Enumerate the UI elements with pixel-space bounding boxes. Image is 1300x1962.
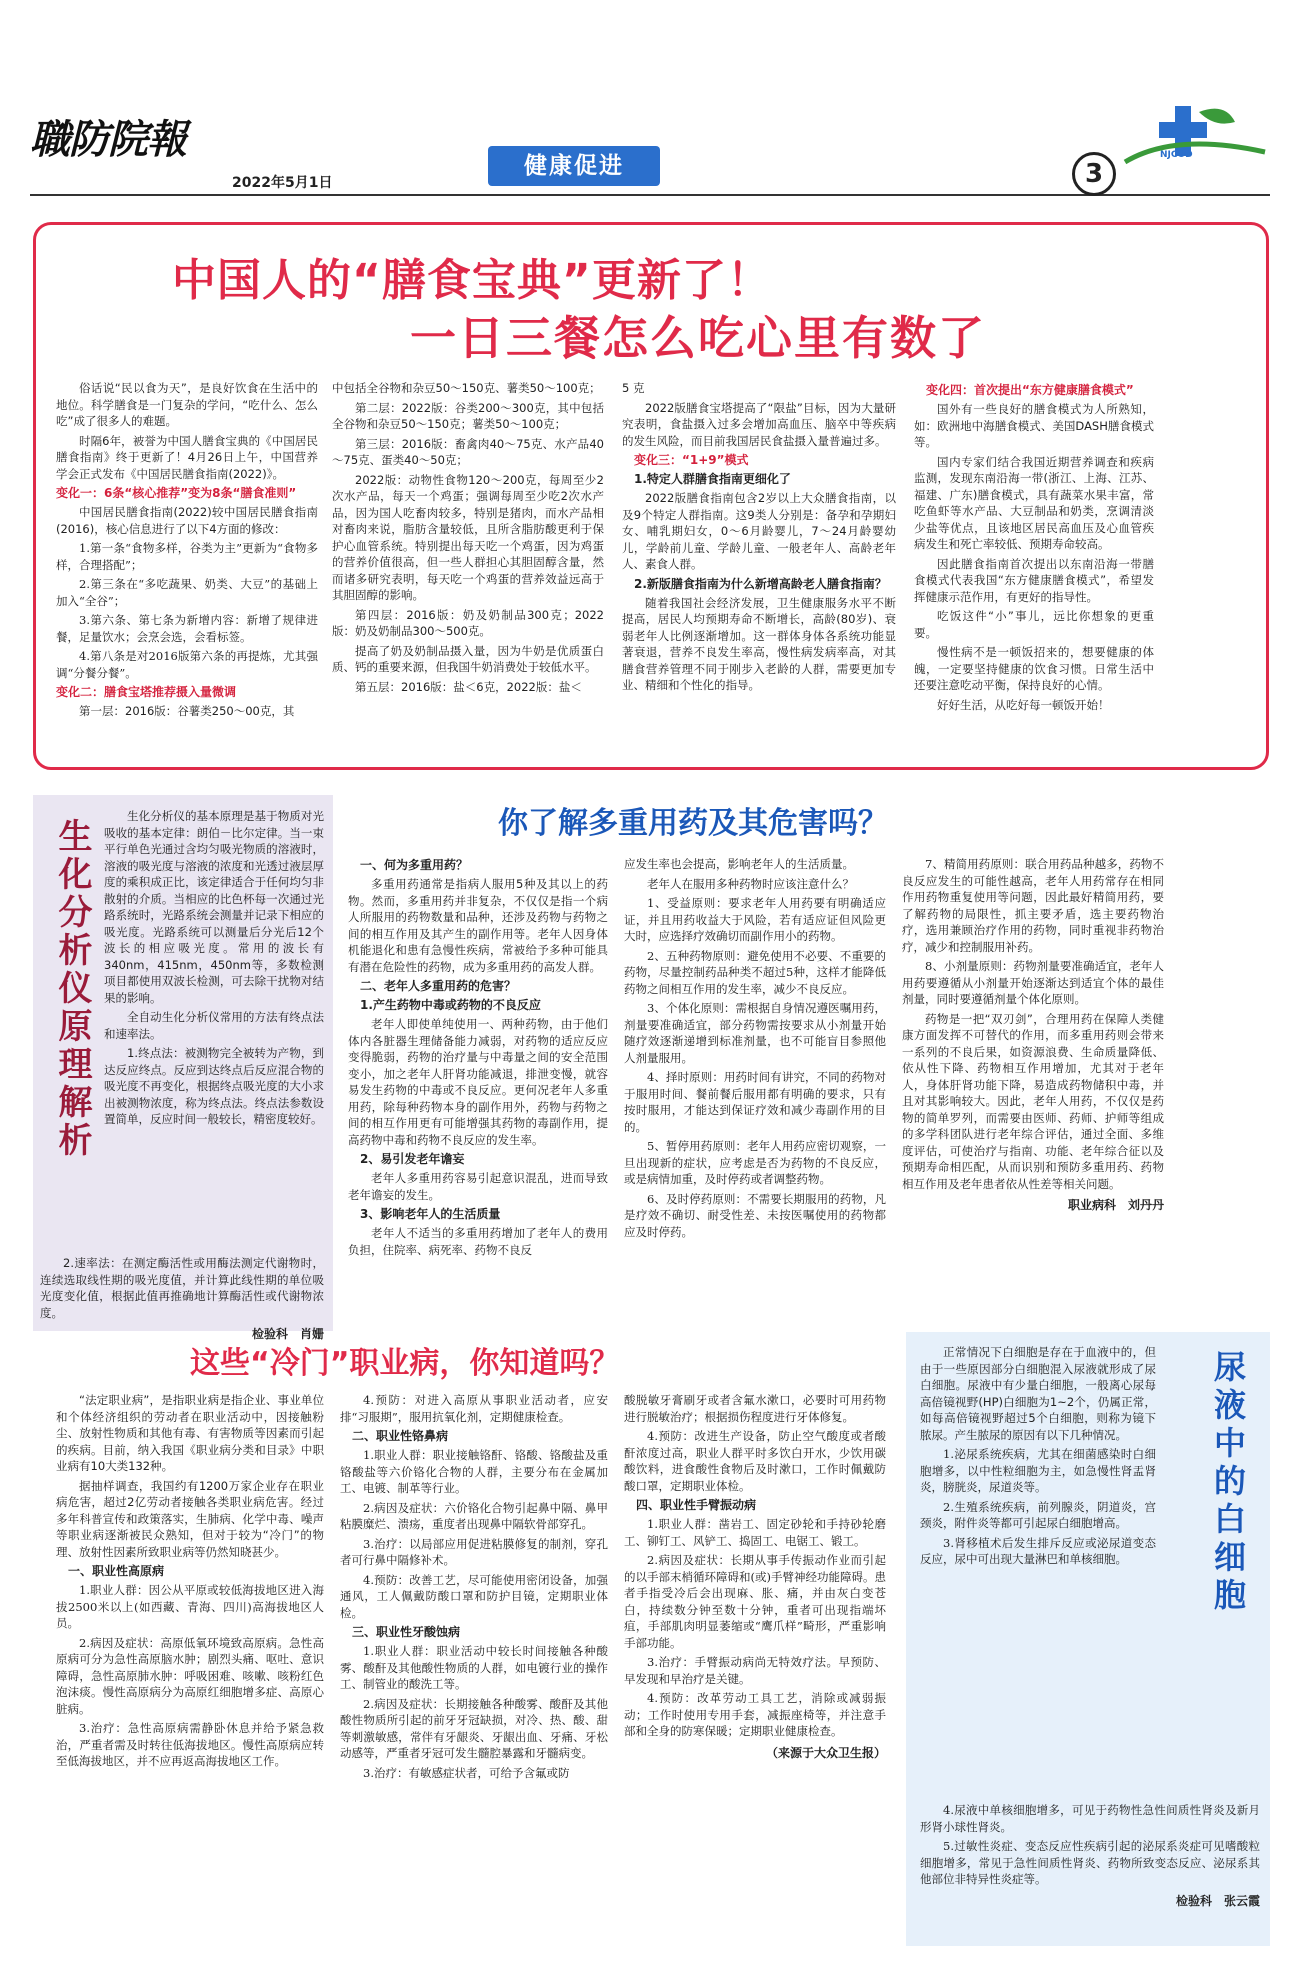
paragraph: 好好生活，从吃好每一顿饭开始！ [937,697,1110,712]
paragraph: 吃饭这件“小”事儿，远比你想象的更重要。 [914,609,1154,640]
paragraph: 1.职业人群：凿岩工、固定砂轮和手持砂轮磨工、铆钉工、风铲工、捣固工、电锯工、锻工。 [624,1517,886,1548]
byline: 检验科 肖姗 [251,1327,324,1341]
paragraph: 2.病因及症状：六价铬化合物引起鼻中隔、鼻甲粘膜糜烂、溃疡，重度者出现鼻中隔软骨部穿孔。 [340,1500,608,1531]
paragraph: 5 克 [622,381,645,395]
paragraph: 4、择时原则：用药时间有讲究，不同的药物对于服用时间、餐前餐后服用都有明确的要求，只有按时服用，才能达到保证疗效和减少毒副作用的目的。 [624,1070,886,1134]
paragraph: 3.第六条、第七条为新增内容：新增了规律进餐，足量饮水；会烹会选，会看标签。 [56,613,318,644]
paragraph: 老年人即使单纯使用一、两种药物，由于他们体内各脏器生理储备能力减弱，对药物的适应反应变得脆弱，药物的治疗量与中毒量之间的安全范围变小，加之老年人肝肾功能减退，排泄变慢，就容易发生药物的中毒或不良反应。更何况老年人多重用药，除每种药物本身的副作用外，药物与药物之间的相互作用更有可能增强其药物的毒副作用，提高药物中毒和药物不良反应的发生率。 [348,1017,608,1147]
subheading: 变化二：膳食宝塔推荐摄入量微调 [56,685,237,699]
paragraph: 第三层：2016版：畜禽肉40～75克、水产品40～75克、蛋类40～50克； [332,436,604,467]
paragraph: 1.泌尿系统疾病，尤其在细菌感染时白细胞增多，以中性粒细胞为主，如急慢性肾盂肾炎，膀胱炎，尿道炎等。 [920,1447,1156,1494]
poly-col-1 [348,856,608,1261]
subheading: 四、职业性手臂振动病 [636,1498,757,1512]
article-diet-title-1: 中国人的“膳食宝典”更新了！ [172,255,772,306]
urine-col-bottom [920,1802,1260,1921]
paragraph: 2022版：动物性食物120～200克，每周至少2次水产品，每天一个鸡蛋；强调每周至少吃2次水产品，因为国人吃畜肉较多，特别是猪肉，而水产品相对畜肉来说，脂肪含量较低，且所含脂肪酸更利于保护心血管系统。特别提出每天吃一个鸡蛋，因为鸡蛋的营养价值很高，但一些人群担心其胆固醇含量，然而诸多研究表明，每天吃一个鸡蛋的营养效益远高于其胆固醇的影响。 [332,472,604,602]
diet-col-2 [332,380,604,698]
paragraph: 2.速率法：在测定酶活性或用酶法测定代谢物时，连续选取线性期的吸光度值，并计算此线性期的单位吸光度变化值，根据此值再推确地计算酶活性或代谢物浓度。 [40,1256,324,1320]
urine-col-top [920,1344,1156,1571]
subheading: 三、职业性牙酸蚀病 [352,1625,461,1639]
paragraph: 4.预防：对进入高原从事职业活动者，应安排“习服期”，服用抗氧化剂，定期健康检查。 [340,1393,608,1424]
paragraph: 国外有一些良好的膳食模式为人所熟知，如：欧洲地中海膳食模式、美国DASH膳食模式等。 [914,402,1154,449]
subheading: 1.特定人群膳食指南更细化了 [634,472,791,486]
paragraph: 4.预防：改善工艺，尽可能使用密闭设备，加强通风，工人佩戴防酸口罩和防护目镜，定期职业体检。 [340,1572,608,1620]
paragraph: 3.治疗：手臂振动病尚无特效疗法。早预防、早发现和早治疗是关键。 [624,1655,886,1686]
paragraph: 多重用药通常是指病人服用5种及其以上的药物。然而，多重用药并非复杂，不仅仅是指一个病人所服用的药物数量和品种，还涉及药物与药物之间的相互作用及其产生的副作用等。老年人因身体机能退化和患有急慢性疾病，常被给予多种可能具有潜在危险性的药物，成为多重用药的高发人群。 [348,877,608,974]
subheading: 二、老年人多重用药的危害？ [360,979,517,993]
paragraph: 3.治疗：以局部应用促进粘膜修复的制剂，穿孔者可行鼻中隔修补术。 [340,1536,608,1567]
paragraph: 1.第一条“食物多样，谷类为主”更新为“食物多样，合理搭配”； [56,541,318,572]
paragraph: 第五层：2016版：盐＜6克，2022版：盐＜ [355,679,582,694]
header-rule [30,194,1270,196]
subheading: 一、何为多重用药？ [360,858,469,872]
diet-col-4 [914,380,1154,716]
logo-caption: NJCOD [1160,150,1193,160]
paragraph: 7、精简用药原则：联合用药品种越多，药物不良反应发生的可能性越高，老年人用药常存在相同作用药物重复使用等问题，因此最好精简用药，要了解药物的局限性，抓主要矛盾，选主要药物治疗，选用兼顾治疗作用的药物，同时重视非药物治疗，减少和控制服用补药。 [902,857,1164,954]
paragraph: 2.第三条在“多吃蔬果、奶类、大豆”的基础上加入“全谷”； [56,577,318,608]
paragraph: 老年人不适当的多重用药增加了老年人的费用负担，住院率、病死率、药物不良反 [348,1226,608,1257]
page-number: 3 [1072,152,1116,196]
section-tab: 健康促进 [488,146,660,186]
paragraph: 3.治疗：急性高原病需静卧休息并给予紧急救治，严重者需及时转往低海拔地区。慢性高原病应转至低海拔地区，并不应再返高海拔地区工作。 [56,1721,324,1768]
paragraph: 第四层：2016版：奶及奶制品300克；2022版：奶及奶制品300～500克。 [332,607,604,638]
occ-col-2 [340,1392,608,1784]
paragraph: 2.病因及症状：长期从事手传振动作业而引起的以手部末梢循环障碍和(或)手臂神经功能障碍。患者手指受冷后会出现麻、胀、痛，并由灰白变苍白，持续数分钟至数十分钟，重者可出现指端坏疽，手部肌肉明显萎缩或“鹰爪样”畸形，严重影响手部功能。 [624,1553,886,1650]
subheading: 1.产生药物中毒或药物的不良反应 [360,998,541,1012]
paragraph: 1、受益原则：要求老年人用药要有明确适应证，并且用药收益大于风险，若有适应证但风险更大时，应选择疗效确切而副作用小的药物。 [624,896,886,943]
paragraph: 2022版膳食指南包含2岁以上大众膳食指南，以及9个特定人群指南。这9类人分别是：备孕和孕期妇女、哺乳期妇女，0～6月龄婴儿，7～24月龄婴幼儿，学龄前儿童、学龄儿童、一般老年人、高龄老年人、素食人群。 [622,491,896,571]
paragraph: 3、个体化原则：需根据自身情况遵医嘱用药，剂量要准确适宜，部分药物需按要求从小剂量开始随疗效逐渐递增到标准剂量，也不可能盲目参照他人剂量服用。 [624,1001,886,1065]
paragraph: 第一层：2016版：谷薯类250～00克，其 [79,704,295,718]
paragraph: 1.职业人群：职业接触铬酐、铬酸、铬酸盐及重铬酸盐等六价铬化合物的人群，主要分布在金属加工、电镀、制革等行业。 [340,1448,608,1495]
paragraph: 俗话说“民以食为天”，是良好饮食在生活中的地位。科学膳食是一门复杂的学问，“吃什么、怎么吃”成了很多人的难题。 [56,381,318,428]
subheading: 一、职业性高原病 [68,1564,165,1578]
paragraph: 提高了奶及奶制品摄入量，因为牛奶是优质蛋白质、钙的重要来源，但我国牛奶消费处于较低水平。 [332,643,604,674]
paragraph: 时隔6年，被誉为中国人膳食宝典的《中国居民膳食指南》终于更新了！4月26日上午，中国营养学会正式发布《中国居民膳食指南(2022)》。 [56,433,318,481]
subheading: 2.新版膳食指南为什么新增高龄老人膳食指南？ [634,576,887,591]
biochem-title: 生化分析仪原理解析 [52,818,92,1160]
paragraph: 老年人在服用多种药物时应该注意什么？ [647,876,854,891]
biochem-col [104,808,324,1131]
paragraph: 慢性病不是一顿饭招来的，想要健康的体魄，一定要坚持健康的饮食习惯。日常生活中还要注意吃动平衡，保持良好的心情。 [914,645,1154,692]
paragraph: 4.尿液中单核细胞增多，可见于药物性急性间质性肾炎及新月形肾小球性肾炎。 [920,1803,1260,1834]
paragraph: 6、及时停药原则：不需要长期服用的药物，凡是疗效不确切、耐受性差、未按医嘱使用的药物都应及时停药。 [624,1191,886,1239]
paragraph: 3.治疗：有敏感症状者，可给予含氟或防 [363,1765,570,1780]
paragraph: 2.病因及症状：高原低氧环境致高原病。急性高原病可分为急性高原脑水肿；剧烈头痛、呕吐、意识障碍，急性高原肺水肿：呼吸困难、咳嗽、咳粉红色泡沫痰。慢性高原病分为高原红细胞增多症、高原心脏病。 [56,1635,324,1716]
occ-col-3 [624,1392,886,1773]
paragraph: 老年人多重用药容易引起意识混乱，进而导致老年谵妄的发生。 [348,1171,608,1202]
subheading: 二、职业性铬鼻病 [352,1429,449,1443]
polypharmacy-title: 你了解多重用药及其危害吗？ [498,806,888,841]
paragraph: 4.预防：改进生产设备，防止空气酸度或者酸酐浓度过高，职业人群平时多饮白开水，少饮用碳酸饮料，进食酸性食物后及时漱口，工作时佩戴防酸口罩，定期职业体检。 [624,1429,886,1493]
paragraph: 5.过敏性炎症、变态反应性疾病引起的泌尿系炎症可见嗜酸粒细胞增多，常见于急性间质性肾炎、药物所致变态反应、泌尿系其他部位非特异性炎症等。 [920,1839,1260,1886]
paragraph: 酸脱敏牙膏刷牙或者含氟水漱口，必要时可用药物进行脱敏治疗；根据损伤程度进行牙体修复。 [624,1393,886,1424]
paragraph: 4.第八条是对2016版第六条的再提炼，尤其强调“分餐分餐”。 [56,649,318,680]
paragraph: 2、五种药物原则：避免使用不必要、不重要的药物，尽量控制药品种类不超过5种，这样才能降低药物之间相互作用的发生率，减少不良反应。 [624,948,886,996]
hospital-logo-icon [1115,102,1275,172]
masthead: 職防院報 [30,116,186,163]
subheading: 变化三：“1+9”模式 [634,453,749,467]
paragraph: 4.预防：改革劳动工具工艺，消除或减弱振动；工作时使用专用手套，减振座椅等，并注意手部和全身的防寒保暖；定期职业健康检查。 [624,1691,886,1738]
issue-date: 2022年5月1日 [232,175,333,191]
paragraph: 1.终点法：被测物完全被转为产物，到达反应终点。反应到达终点后反应混合物的吸光度不再变化，根据终点吸光度的大小求出被测物浓度，称为终点法。终点法参数设置简单，反应时间一般较长，精密度较好。 [104,1046,324,1126]
paragraph: “法定职业病”，是指职业病是指企业、事业单位和个体经济组织的劳动者在职业活动中，因接触粉尘、放射性物质和其他有毒、有害物质等因素而引起的疾病。目前，纳入我国《职业病分类和目录》中职业病有10大类132种。 [56,1393,324,1473]
urine-title: 尿液中的白细胞 [1209,1350,1247,1616]
paragraph: 2.病因及症状：长期接触各种酸雾、酸酐及其他酸性物质所引起的前牙牙冠缺损，对冷、热、酸、甜等刺激敏感，常伴有牙龈炎、牙龈出血、牙痛、牙松动感等，严重者牙冠可发生髓腔暴露和牙髓病变。 [340,1696,608,1760]
poly-col-2 [624,856,886,1243]
subheading: 2、易引发老年谵妄 [360,1152,465,1166]
paragraph: 药物是一把“双刃剑”，合理用药在保障人类健康方面发挥不可替代的作用，而多重用药则会带来一系列的不良后果，如资源浪费、生命质量降低、依从性下降、药物相互作用增加，尤其对于老年人，身体肝肾功能下降，易造成药物储积中毒，并且对其影响较大。因此，老年人用药，不仅仅是药物的简单罗列，而需要由医师、药师、护师等组成的多学科团队进行老年综合评估，通过全面、多维度评估，可使治疗与指南、功能、老年综合征以及预期寿命相匹配，从而识别和预防多重用药、药物相互作用及老年患者依从性差等相关问题。 [902,1011,1164,1191]
byline: 检验科 张云霞 [1175,1893,1260,1908]
paragraph: 生化分析仪的基本原理是基于物质对光吸收的基本定律：朗伯－比尔定律。当一束平行单色光通过含均匀吸光物质的溶液时，溶液的吸光度与溶液的浓度和光透过液层厚度的乘积成正比，该定律适合于任何均匀非散射的介质。当相应的比色杯每一次通过光路系统时，光路系统会测量并记录下相应的吸光度。光路系统可以测量后分光后12个波长的相应吸光度。常用的波长有340nm，415nm，450nm等，多数检测项目都使用双波长检测，可去除干扰物对结果的影响。 [104,809,324,1005]
poly-col-3 [902,856,1164,1225]
paragraph: 1.职业人群：职业活动中较长时间接触各种酸雾、酸酐及其他酸性物质的人群，如电镀行业的操作工、制管业的酸洗工等。 [340,1644,608,1691]
paragraph: 因此膳食指南首次提出以东南沿海一带膳食模式代表我国“东方健康膳食模式”，希望发挥健康示范作用，有更好的指导性。 [914,556,1154,604]
occupational-title: 这些“冷门”职业病，你知道吗？ [190,1346,620,1381]
paragraph: 第二层：2022版：谷类200～300克，其中包括全谷物和杂豆50～150克；薯类50～100克； [332,400,604,431]
paragraph: 8、小剂量原则：药物剂量要准确适宜，老年人用药要遵循从小剂量开始逐渐达到适宜个体的最佳剂量，同时要遵循剂量个体化原则。 [902,959,1164,1006]
paragraph: 中包括全谷物和杂豆50～150克、薯类50～100克； [332,381,601,395]
subheading: 3、影响老年人的生活质量 [360,1207,501,1221]
paragraph: 据抽样调查，我国约有1200万家企业存在职业病危害，超过2亿劳动者接触各类职业病危害。经过多年科普宣传和政策落实，生肺病、化学中毒、噪声等职业病逐渐被民众熟知，但对于较为“冷门”的物理、放射性因素所致职业病等仍然知晓甚少。 [56,1478,324,1559]
paragraph: 正常情况下白细胞是存在于血液中的，但由于一些原因部分白细胞混入尿液就形成了尿白细胞。尿液中有少量白细胞，一般离心尿每高倍镜视野(HP)白细胞为1~2个，仍属正常，如每高倍镜视野超过5个白细胞，则称为镜下脓尿。产生脓尿的原因有以下几种情况。 [920,1345,1156,1442]
paragraph: 2022版膳食宝塔提高了“限盐”目标，因为大量研究表明，食盐摄入过多会增加高血压、脑卒中等疾病的发生风险，而目前我国居民食盐摄入量普遍过多。 [622,400,896,448]
paragraph: 3.肾移植术后发生排斥反应或泌尿道变态反应，尿中可出现大量淋巴和单核细胞。 [920,1535,1156,1566]
paragraph: 国内专家们结合我国近期营养调查和疾病监测，发现东南沿海一带(浙江、上海、江苏、福建、广东)膳食模式，具有蔬菜水果丰富，常吃鱼虾等水产品、大豆制品和奶类，烹调清淡少盐等优点，且该地区居民高血压及心血管疾病发生和死亡率较低、预期寿命较高。 [914,454,1154,551]
paragraph: 应发生率也会提高，影响老年人的生活质量。 [624,857,854,871]
paragraph: 2.生殖系统疾病，前列腺炎，阴道炎，宫颈炎，附件炎等都可引起尿白细胞增高。 [920,1499,1156,1530]
byline: （来源于大众卫生报） [765,1745,886,1760]
diet-col-1 [56,380,318,723]
byline: 职业病科 刘丹丹 [1067,1198,1164,1212]
diet-col-3 [622,380,896,697]
subheading: 变化一：6条“核心推荐”变为8条“膳食准则” [56,486,297,500]
paragraph: 5、暂停用药原则：老年人用药应密切观察，一旦出现新的症状，应考虑是否为药物的不良反应，或是病情加重，及时停药或者调整药物。 [624,1139,886,1186]
subheading: 变化四：首次提出“东方健康膳食模式” [926,383,1134,397]
article-diet-title-2: 一日三餐怎么吃心里有数了 [410,311,986,365]
paragraph: 随着我国社会经济发展，卫生健康服务水平不断提高，居民人均预期寿命不断增长，高龄(80岁)、衰弱老年人比例逐渐增加。这一群体身体各系统功能显著衰退，营养不良发生率高，慢性病发病率高，对其膳食营养管理不同于刚步入老龄的人群，需要更加专业、精细和个性化的指导。 [622,595,896,692]
occ-col-1 [56,1392,324,1773]
paragraph: 1.职业人群：因公从平原或较低海拔地区进入海拔2500米以上(如西藏、青海、四川)高海拔地区人员。 [56,1583,324,1630]
paragraph: 中国居民膳食指南(2022)较中国居民膳食指南(2016)，核心信息进行了以下4方面的修改： [56,505,318,536]
paragraph: 全自动生化分析仪常用的方法有终点法和速率法。 [104,1010,324,1041]
